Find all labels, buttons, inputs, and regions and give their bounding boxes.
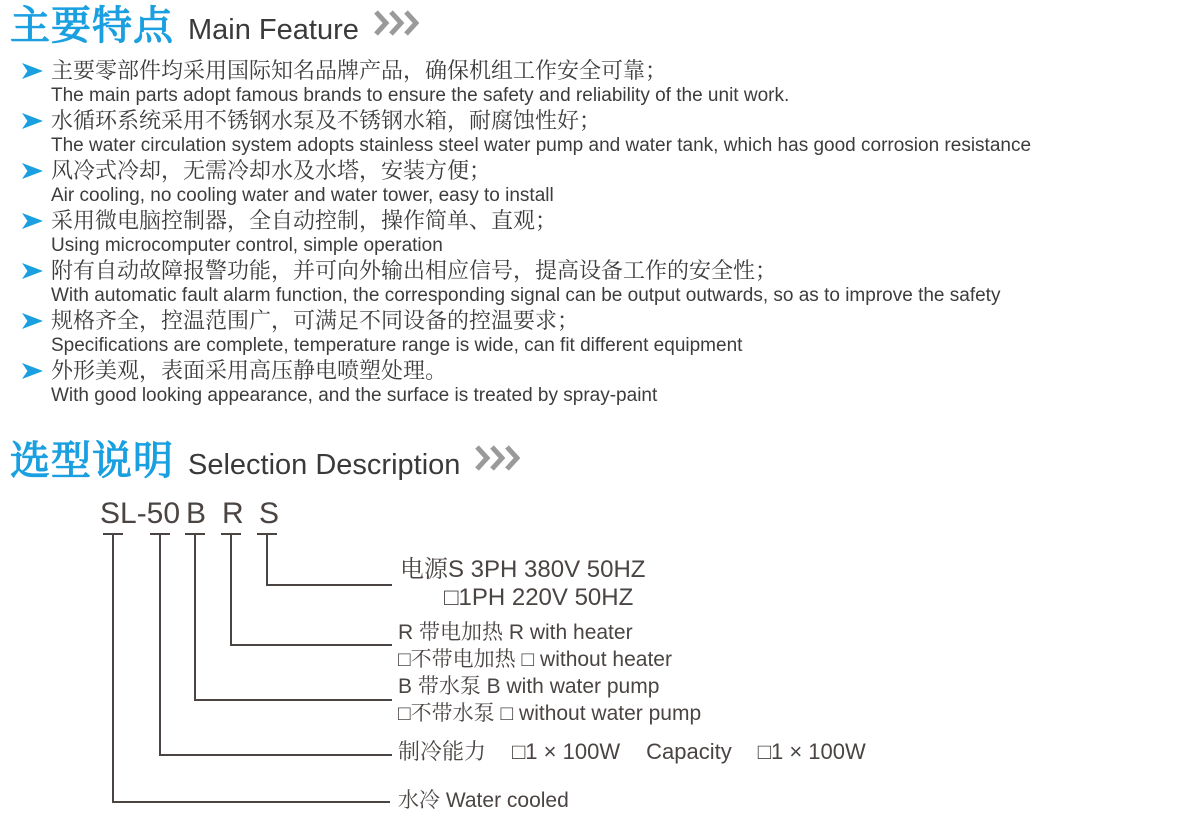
- right-arrowhead-icon: [22, 263, 43, 279]
- triple-chevron-right-icon: [474, 445, 520, 476]
- cooling-type-label: 水冷 Water cooled: [398, 789, 569, 812]
- feature-item: [22, 157, 1187, 207]
- capacity-row: [398, 740, 866, 764]
- feature-en: Specifications are complete, temperature range is wide, can fit different equipment: [51, 335, 743, 356]
- branch-line-capacity: [150, 534, 392, 755]
- right-arrowhead-icon: [22, 163, 43, 179]
- right-arrowhead-icon: [22, 313, 43, 329]
- main-feature-title-en: Main Feature: [188, 14, 359, 46]
- feature-cn: 水循环系统采用不锈钢水泵及不锈钢水箱，耐腐蚀性好；: [51, 108, 602, 133]
- power-option-220v: □1PH 220V 50HZ: [444, 584, 634, 611]
- feature-item: [22, 57, 1187, 107]
- right-arrowhead-icon: [22, 213, 43, 229]
- branch-line-power: [257, 534, 392, 585]
- feature-cn: 风冷式冷却，无需冷却水及水塔，安装方便；: [51, 158, 492, 183]
- main-feature-title-cn: 主要特点: [10, 4, 174, 48]
- model-code-power: S: [259, 497, 280, 530]
- feature-item: [22, 357, 1187, 407]
- right-arrowhead-icon: [22, 113, 43, 129]
- right-arrowhead-icon: [22, 363, 43, 379]
- pump-option-with: B 带水泵 B with water pump: [398, 675, 660, 698]
- capacity-value-2: □1 × 100W: [757, 739, 866, 764]
- branch-line-pump: [185, 534, 392, 700]
- feature-en: Air cooling, no cooling water and water tower, easy to install: [51, 185, 554, 206]
- feature-en: The main parts adopt famous brands to ensure the safety and reliability of the unit work.: [51, 85, 790, 106]
- selection-title-en: Selection Description: [188, 449, 461, 481]
- selection-title-cn: 选型说明: [10, 439, 174, 483]
- heater-option-with: R 带电加热 R with heater: [398, 621, 633, 644]
- model-code-pump: B: [186, 497, 207, 530]
- feature-en: With automatic fault alarm function, the corresponding signal can be output outwards, so as to improve the safety: [51, 285, 1001, 306]
- feature-item: [22, 107, 1187, 157]
- feature-en: Using microcomputer control, simple operation: [51, 235, 443, 256]
- model-code-base: SL-50: [100, 497, 181, 530]
- feature-en: With good looking appearance, and the surface is treated by spray-paint: [51, 385, 658, 406]
- capacity-value-1: □1 × 100W: [512, 739, 621, 764]
- model-code-heater: R: [222, 497, 244, 530]
- feature-en: The water circulation system adopts stainless steel water pump and water tank, which has good corrosion resistance: [51, 135, 1032, 156]
- feature-cn: 主要零部件均采用国际知名品牌产品，确保机组工作安全可靠；: [51, 58, 668, 83]
- branch-line-heater: [221, 534, 392, 645]
- feature-item: [22, 257, 1187, 307]
- main-feature-title: [10, 2, 419, 50]
- feature-cn: 采用微电脑控制器，全自动控制，操作简单、直观；: [51, 208, 558, 233]
- feature-list: [22, 57, 1187, 407]
- feature-item: [22, 207, 1187, 257]
- feature-item: [22, 307, 1187, 357]
- branch-line-cooling: [103, 534, 390, 802]
- power-option-380v: 电源S 3PH 380V 50HZ: [400, 556, 646, 583]
- feature-cn: 规格齐全，控温范围广，可满足不同设备的控温要求；: [51, 308, 580, 333]
- feature-cn: 附有自动故障报警功能，并可向外输出相应信号，提高设备工作的安全性；: [51, 258, 778, 283]
- capacity-label-en: Capacity: [646, 739, 732, 764]
- selection-description-title: [10, 437, 520, 485]
- pump-option-without: □不带水泵 □ without water pump: [398, 702, 702, 725]
- right-arrowhead-icon: [22, 63, 43, 79]
- feature-cn: 外形美观，表面采用高压静电喷塑处理。: [51, 358, 448, 383]
- capacity-label-cn: 制冷能力: [398, 739, 487, 764]
- heater-option-without: □不带电加热 □ without heater: [398, 648, 672, 671]
- triple-chevron-right-icon: [373, 10, 419, 41]
